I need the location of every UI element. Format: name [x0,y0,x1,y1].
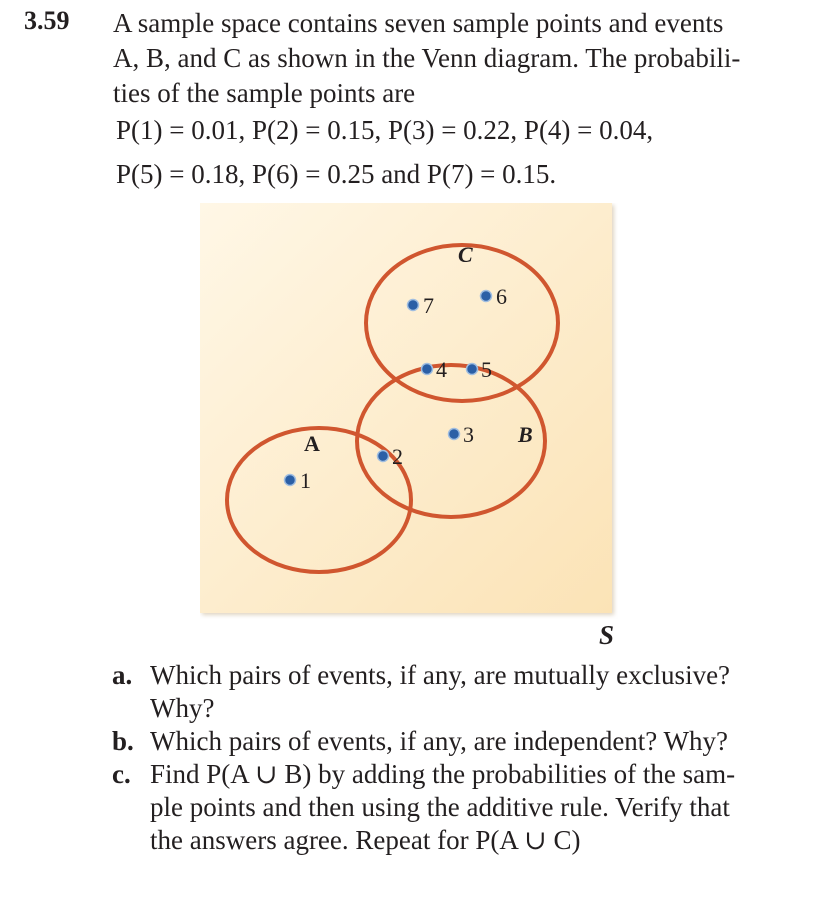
sample-point-label: 4 [436,357,447,382]
question-letter: c. [112,759,131,789]
question-letter: a. [112,660,133,690]
problem-number: 3.59 [24,6,70,35]
intro-line: A sample space contains seven sample points and events [113,8,724,38]
probability-list [116,108,653,196]
question-list [112,659,792,857]
question-letter: b. [112,726,134,756]
event-a-label: A [304,431,320,456]
event-b-label: B [518,422,533,447]
question-b [112,725,792,758]
sample-point-marker [449,429,460,440]
sample-point-label: 6 [496,284,507,309]
sample-point-label: 1 [300,468,311,493]
sample-point-marker [378,451,389,462]
intro-line: ties of the sample points are [113,78,416,108]
question-text: Which pairs of events, if any, are independent? Why? [150,726,729,756]
sample-point-label: 5 [481,357,492,382]
sample-space-label: S [599,620,615,650]
intro-line: A, B, and C as shown in the Venn diagram. The probabili- [113,43,741,73]
question-text: Which pairs of events, if any, are mutually exclusive? Why? [150,660,731,723]
sample-space-box [200,203,612,613]
question-text: ple points and then using the additive rule. Verify that [150,792,730,822]
sample-point-label: 2 [392,444,403,469]
question-c [112,758,792,857]
sample-point-marker [408,300,419,311]
sample-point-marker [481,291,492,302]
probability-line: P(1) = 0.01, P(2) = 0.15, P(3) = 0.22, P(4) = 0.04, [116,115,654,145]
question-text: the answers agree. Repeat for P(A ∪ C) [150,825,581,855]
event-c-label: C [458,242,473,267]
sample-point-label: 3 [463,422,474,447]
question-a [112,659,792,725]
venn-diagram [200,203,618,619]
venn-svg [200,203,618,619]
sample-point-marker [285,475,296,486]
probability-line: P(5) = 0.18, P(6) = 0.25 and P(7) = 0.15. [116,159,557,189]
sample-point-marker [422,364,433,375]
sample-point-marker [467,364,478,375]
question-text: Find P(A ∪ B) by adding the probabilities of the sam- [150,759,736,789]
problem-intro [113,6,793,111]
sample-point-label: 7 [423,293,434,318]
